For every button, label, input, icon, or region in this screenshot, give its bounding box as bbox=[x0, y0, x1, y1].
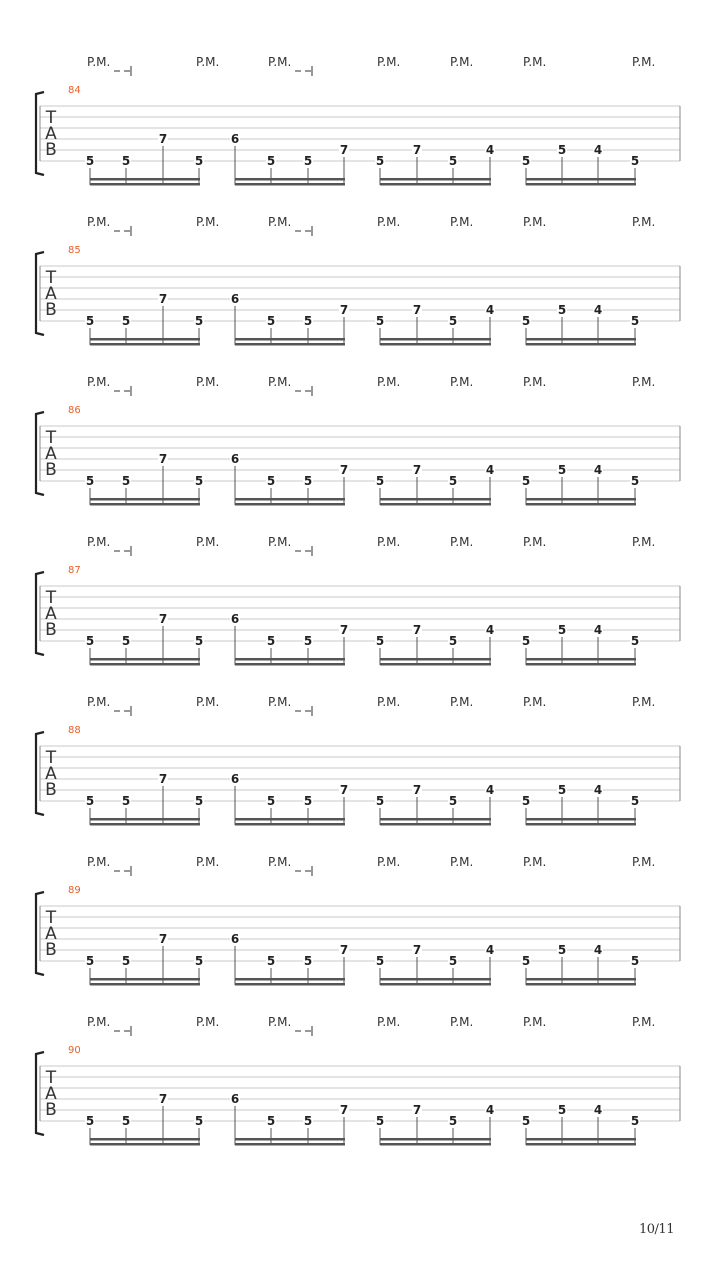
fret-number: 7 bbox=[339, 943, 349, 957]
fret-number: 5 bbox=[266, 954, 276, 968]
tab-clef-letter: A bbox=[45, 924, 57, 944]
fret-number: 4 bbox=[593, 783, 603, 797]
beam bbox=[90, 663, 200, 666]
beam bbox=[380, 663, 491, 666]
fret-number: 5 bbox=[521, 954, 531, 968]
fret-number: 4 bbox=[593, 143, 603, 157]
beam bbox=[380, 183, 491, 186]
fret-number: 5 bbox=[375, 474, 385, 488]
fret-number: 5 bbox=[521, 794, 531, 808]
tab-system bbox=[36, 695, 680, 826]
fret-number: 5 bbox=[448, 1114, 458, 1128]
fret-number: 5 bbox=[630, 154, 640, 168]
tab-clef-letter: A bbox=[45, 1084, 57, 1104]
palm-mute-label: P.M. bbox=[523, 535, 547, 549]
fret-number: 5 bbox=[121, 474, 131, 488]
beam bbox=[235, 978, 345, 981]
tab-clef-letter: B bbox=[45, 620, 57, 640]
fret-number: 7 bbox=[412, 143, 422, 157]
fret-number: 5 bbox=[521, 154, 531, 168]
beam bbox=[380, 343, 491, 346]
tab-system bbox=[36, 215, 680, 346]
palm-mute-label: P.M. bbox=[268, 1015, 292, 1029]
fret-number: 4 bbox=[485, 143, 495, 157]
palm-mute-label: P.M. bbox=[377, 375, 401, 389]
tab-clef-letter: B bbox=[45, 300, 57, 320]
fret-number: 5 bbox=[630, 634, 640, 648]
palm-mute-label: P.M. bbox=[632, 375, 656, 389]
fret-number: 5 bbox=[448, 474, 458, 488]
fret-number: 5 bbox=[375, 954, 385, 968]
palm-mute-label: P.M. bbox=[196, 55, 220, 69]
fret-number: 4 bbox=[593, 943, 603, 957]
fret-number: 7 bbox=[412, 463, 422, 477]
beam bbox=[235, 183, 345, 186]
tab-clef-letter: T bbox=[45, 268, 57, 288]
beam bbox=[526, 983, 636, 986]
tab-clef-letter: T bbox=[45, 588, 57, 608]
beam bbox=[235, 178, 345, 181]
beam bbox=[90, 1143, 200, 1146]
fret-number: 5 bbox=[85, 154, 95, 168]
beam bbox=[235, 498, 345, 501]
fret-number: 7 bbox=[158, 1092, 168, 1106]
fret-number: 4 bbox=[485, 943, 495, 957]
fret-number: 7 bbox=[412, 783, 422, 797]
tab-system bbox=[36, 1015, 680, 1146]
beam bbox=[526, 503, 636, 506]
fret-number: 5 bbox=[85, 474, 95, 488]
fret-number: 5 bbox=[194, 954, 204, 968]
fret-number: 5 bbox=[448, 954, 458, 968]
fret-number: 7 bbox=[339, 783, 349, 797]
palm-mute-label: P.M. bbox=[632, 855, 656, 869]
palm-mute-label: P.M. bbox=[523, 695, 547, 709]
palm-mute-label: P.M. bbox=[450, 855, 474, 869]
palm-mute-label: P.M. bbox=[268, 535, 292, 549]
palm-mute-label: P.M. bbox=[196, 535, 220, 549]
fret-number: 7 bbox=[412, 623, 422, 637]
beam bbox=[235, 503, 345, 506]
fret-number: 6 bbox=[230, 932, 240, 946]
fret-number: 7 bbox=[158, 132, 168, 146]
fret-number: 5 bbox=[630, 1114, 640, 1128]
palm-mute-label: P.M. bbox=[87, 55, 111, 69]
beam bbox=[235, 983, 345, 986]
beam bbox=[235, 1143, 345, 1146]
tab-clef-letter: T bbox=[45, 908, 57, 928]
fret-number: 7 bbox=[158, 932, 168, 946]
fret-number: 6 bbox=[230, 1092, 240, 1106]
beam bbox=[90, 823, 200, 826]
beam bbox=[380, 338, 491, 341]
palm-mute-label: P.M. bbox=[632, 55, 656, 69]
beam bbox=[235, 658, 345, 661]
fret-number: 5 bbox=[121, 154, 131, 168]
fret-number: 5 bbox=[85, 634, 95, 648]
beam bbox=[380, 978, 491, 981]
fret-number: 6 bbox=[230, 612, 240, 626]
fret-number: 6 bbox=[230, 132, 240, 146]
palm-mute-label: P.M. bbox=[196, 375, 220, 389]
palm-mute-label: P.M. bbox=[450, 695, 474, 709]
fret-number: 6 bbox=[230, 292, 240, 306]
beam bbox=[90, 978, 200, 981]
palm-mute-label: P.M. bbox=[632, 215, 656, 229]
palm-mute-label: P.M. bbox=[450, 55, 474, 69]
palm-mute-label: P.M. bbox=[377, 855, 401, 869]
fret-number: 4 bbox=[593, 463, 603, 477]
fret-number: 5 bbox=[194, 794, 204, 808]
beam bbox=[380, 498, 491, 501]
beam bbox=[90, 338, 200, 341]
fret-number: 5 bbox=[557, 623, 567, 637]
tab-clef-letter: A bbox=[45, 604, 57, 624]
beam bbox=[526, 183, 636, 186]
tab-clef-letter: A bbox=[45, 764, 57, 784]
fret-number: 5 bbox=[194, 474, 204, 488]
fret-number: 5 bbox=[303, 954, 313, 968]
tab-clef-letter: B bbox=[45, 940, 57, 960]
palm-mute-label: P.M. bbox=[523, 215, 547, 229]
tab-clef-letter: A bbox=[45, 444, 57, 464]
beam bbox=[526, 178, 636, 181]
palm-mute-label: P.M. bbox=[632, 695, 656, 709]
fret-number: 5 bbox=[521, 1114, 531, 1128]
beam bbox=[90, 343, 200, 346]
measure-number: 87 bbox=[68, 565, 81, 576]
beam bbox=[90, 818, 200, 821]
fret-number: 5 bbox=[194, 1114, 204, 1128]
beam bbox=[526, 978, 636, 981]
fret-number: 4 bbox=[593, 1103, 603, 1117]
palm-mute-label: P.M. bbox=[450, 375, 474, 389]
beam bbox=[235, 343, 345, 346]
beam bbox=[526, 343, 636, 346]
beam bbox=[526, 658, 636, 661]
palm-mute-label: P.M. bbox=[377, 535, 401, 549]
fret-number: 5 bbox=[303, 154, 313, 168]
beam bbox=[380, 1138, 491, 1141]
fret-number: 6 bbox=[230, 452, 240, 466]
beam bbox=[526, 498, 636, 501]
palm-mute-label: P.M. bbox=[87, 215, 111, 229]
fret-number: 4 bbox=[593, 623, 603, 637]
beam bbox=[235, 338, 345, 341]
tab-clef-letter: T bbox=[45, 748, 57, 768]
fret-number: 7 bbox=[412, 943, 422, 957]
palm-mute-label: P.M. bbox=[268, 55, 292, 69]
fret-number: 5 bbox=[303, 314, 313, 328]
fret-number: 7 bbox=[412, 303, 422, 317]
tab-clef-letter: B bbox=[45, 460, 57, 480]
fret-number: 5 bbox=[375, 1114, 385, 1128]
beam bbox=[380, 983, 491, 986]
palm-mute-label: P.M. bbox=[377, 695, 401, 709]
fret-number: 5 bbox=[448, 154, 458, 168]
beam bbox=[380, 1143, 491, 1146]
measure-number: 90 bbox=[68, 1045, 81, 1056]
fret-number: 5 bbox=[266, 154, 276, 168]
fret-number: 5 bbox=[630, 314, 640, 328]
tab-clef-letter: A bbox=[45, 284, 57, 304]
palm-mute-label: P.M. bbox=[196, 1015, 220, 1029]
fret-number: 7 bbox=[339, 463, 349, 477]
beam bbox=[90, 658, 200, 661]
palm-mute-label: P.M. bbox=[377, 215, 401, 229]
fret-number: 5 bbox=[557, 943, 567, 957]
palm-mute-label: P.M. bbox=[87, 535, 111, 549]
palm-mute-label: P.M. bbox=[196, 855, 220, 869]
fret-number: 5 bbox=[266, 1114, 276, 1128]
tab-system bbox=[36, 55, 680, 186]
fret-number: 4 bbox=[593, 303, 603, 317]
fret-number: 5 bbox=[557, 143, 567, 157]
fret-number: 5 bbox=[630, 474, 640, 488]
fret-number: 5 bbox=[448, 794, 458, 808]
fret-number: 5 bbox=[557, 1103, 567, 1117]
fret-number: 5 bbox=[303, 474, 313, 488]
beam bbox=[90, 503, 200, 506]
beam bbox=[90, 1138, 200, 1141]
palm-mute-label: P.M. bbox=[377, 1015, 401, 1029]
fret-number: 5 bbox=[121, 794, 131, 808]
fret-number: 5 bbox=[303, 1114, 313, 1128]
beam bbox=[526, 823, 636, 826]
fret-number: 5 bbox=[121, 1114, 131, 1128]
palm-mute-label: P.M. bbox=[268, 215, 292, 229]
fret-number: 4 bbox=[485, 623, 495, 637]
fret-number: 5 bbox=[630, 954, 640, 968]
beam bbox=[380, 178, 491, 181]
fret-number: 5 bbox=[85, 954, 95, 968]
beam bbox=[526, 663, 636, 666]
fret-number: 5 bbox=[448, 634, 458, 648]
measure-number: 85 bbox=[68, 245, 81, 256]
fret-number: 5 bbox=[521, 474, 531, 488]
beam bbox=[235, 818, 345, 821]
fret-number: 7 bbox=[158, 612, 168, 626]
tab-clef-letter: B bbox=[45, 140, 57, 160]
palm-mute-label: P.M. bbox=[87, 1015, 111, 1029]
fret-number: 5 bbox=[521, 634, 531, 648]
measure-number: 86 bbox=[68, 405, 81, 416]
beam bbox=[526, 818, 636, 821]
beam bbox=[90, 178, 200, 181]
beam bbox=[235, 663, 345, 666]
fret-number: 5 bbox=[121, 314, 131, 328]
beam bbox=[526, 1143, 636, 1146]
fret-number: 7 bbox=[339, 623, 349, 637]
fret-number: 5 bbox=[266, 634, 276, 648]
tab-clef-letter: T bbox=[45, 428, 57, 448]
fret-number: 5 bbox=[630, 794, 640, 808]
beam bbox=[526, 1138, 636, 1141]
palm-mute-label: P.M. bbox=[632, 535, 656, 549]
fret-number: 7 bbox=[158, 452, 168, 466]
fret-number: 5 bbox=[375, 634, 385, 648]
fret-number: 7 bbox=[158, 772, 168, 786]
fret-number: 4 bbox=[485, 783, 495, 797]
fret-number: 5 bbox=[375, 794, 385, 808]
fret-number: 5 bbox=[121, 954, 131, 968]
fret-number: 5 bbox=[194, 154, 204, 168]
fret-number: 7 bbox=[412, 1103, 422, 1117]
palm-mute-label: P.M. bbox=[450, 1015, 474, 1029]
palm-mute-label: P.M. bbox=[523, 55, 547, 69]
measure-number: 84 bbox=[68, 85, 81, 96]
palm-mute-label: P.M. bbox=[268, 375, 292, 389]
fret-number: 5 bbox=[194, 314, 204, 328]
fret-number: 7 bbox=[339, 143, 349, 157]
beam bbox=[90, 983, 200, 986]
fret-number: 5 bbox=[303, 794, 313, 808]
beam bbox=[90, 183, 200, 186]
palm-mute-label: P.M. bbox=[377, 55, 401, 69]
fret-number: 6 bbox=[230, 772, 240, 786]
palm-mute-label: P.M. bbox=[523, 855, 547, 869]
fret-number: 5 bbox=[85, 314, 95, 328]
fret-number: 5 bbox=[266, 474, 276, 488]
beam bbox=[235, 1138, 345, 1141]
fret-number: 5 bbox=[557, 303, 567, 317]
tab-clef-letter: T bbox=[45, 1068, 57, 1088]
fret-number: 7 bbox=[158, 292, 168, 306]
page-number: 10/11 bbox=[639, 1222, 674, 1237]
beam bbox=[380, 503, 491, 506]
palm-mute-label: P.M. bbox=[268, 695, 292, 709]
fret-number: 7 bbox=[339, 303, 349, 317]
beam bbox=[526, 338, 636, 341]
fret-number: 5 bbox=[557, 783, 567, 797]
beam bbox=[235, 823, 345, 826]
palm-mute-label: P.M. bbox=[196, 215, 220, 229]
palm-mute-label: P.M. bbox=[87, 695, 111, 709]
fret-number: 5 bbox=[448, 314, 458, 328]
palm-mute-label: P.M. bbox=[268, 855, 292, 869]
fret-number: 4 bbox=[485, 1103, 495, 1117]
fret-number: 5 bbox=[375, 154, 385, 168]
fret-number: 5 bbox=[194, 634, 204, 648]
tab-clef-letter: A bbox=[45, 124, 57, 144]
palm-mute-label: P.M. bbox=[523, 375, 547, 389]
fret-number: 5 bbox=[303, 634, 313, 648]
tab-clef-letter: B bbox=[45, 780, 57, 800]
fret-number: 5 bbox=[121, 634, 131, 648]
fret-number: 5 bbox=[85, 1114, 95, 1128]
fret-number: 5 bbox=[557, 463, 567, 477]
measure-number: 89 bbox=[68, 885, 81, 896]
fret-number: 4 bbox=[485, 463, 495, 477]
beam bbox=[90, 498, 200, 501]
fret-number: 5 bbox=[375, 314, 385, 328]
palm-mute-label: P.M. bbox=[450, 535, 474, 549]
palm-mute-label: P.M. bbox=[196, 695, 220, 709]
tab-clef-letter: T bbox=[45, 108, 57, 128]
beam bbox=[380, 818, 491, 821]
tab-clef-letter: B bbox=[45, 1100, 57, 1120]
fret-number: 7 bbox=[339, 1103, 349, 1117]
palm-mute-label: P.M. bbox=[87, 855, 111, 869]
fret-number: 4 bbox=[485, 303, 495, 317]
tab-system bbox=[36, 375, 680, 506]
measure-number: 88 bbox=[68, 725, 81, 736]
fret-number: 5 bbox=[521, 314, 531, 328]
palm-mute-label: P.M. bbox=[632, 1015, 656, 1029]
fret-number: 5 bbox=[266, 314, 276, 328]
palm-mute-label: P.M. bbox=[523, 1015, 547, 1029]
fret-number: 5 bbox=[85, 794, 95, 808]
palm-mute-label: P.M. bbox=[87, 375, 111, 389]
beam bbox=[380, 823, 491, 826]
beam bbox=[380, 658, 491, 661]
tab-system bbox=[36, 535, 680, 666]
fret-number: 5 bbox=[266, 794, 276, 808]
palm-mute-label: P.M. bbox=[450, 215, 474, 229]
tab-system bbox=[36, 855, 680, 986]
